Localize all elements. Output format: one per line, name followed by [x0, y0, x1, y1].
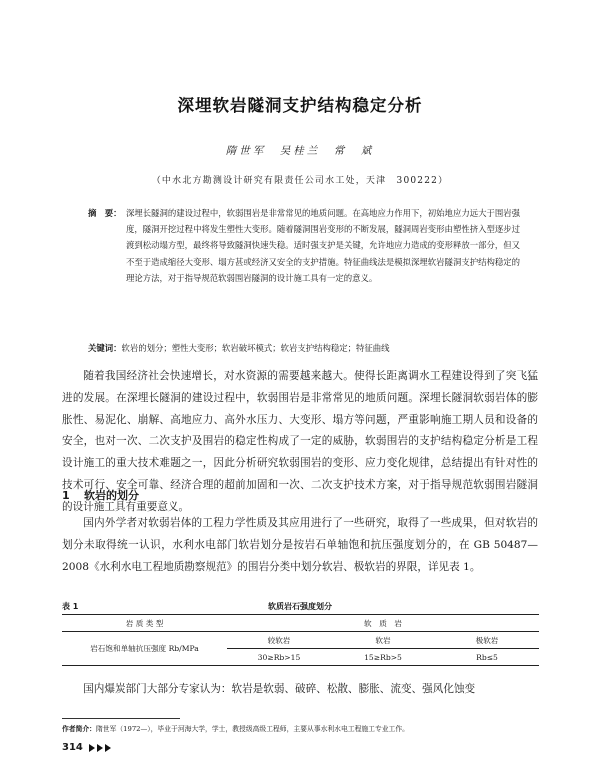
- abstract: [88, 205, 520, 286]
- table-title: 软质岩石强度划分: [268, 602, 332, 611]
- footnote: [62, 723, 542, 733]
- section-number: 1: [62, 489, 70, 502]
- footnote-divider: [62, 718, 180, 719]
- arrow-icon: [97, 744, 103, 752]
- table-cell: 15≥Rb>5: [331, 649, 435, 666]
- page-number-block: [62, 742, 111, 753]
- table-cell: 30≥Rb>15: [227, 649, 331, 666]
- paper-title: 深埋软岩隧洞支护结构稳定分析: [177, 96, 423, 115]
- rock-strength-table: [62, 614, 539, 666]
- abstract-label: 摘 要：: [88, 208, 122, 218]
- keywords: [88, 342, 528, 354]
- author-list: 隋世军 吴桂兰 常 斌: [225, 145, 375, 157]
- section-heading: [62, 487, 139, 503]
- table-header-left: 岩 质 类 型: [62, 615, 227, 632]
- table-cell: Rb≤5: [435, 649, 539, 666]
- last-paragraph: 国内爆炭部门大部分专家认为：软岩是软弱、破碎、松散、膨胀、流变、强风化蚀变: [83, 683, 476, 695]
- arrow-icon: [89, 744, 95, 752]
- table-row-label: 岩石饱和单轴抗压强度 Rb/MPa: [62, 632, 227, 666]
- keywords-text: 软岩的划分；塑性大变形；软岩破坏模式；软岩支护结构稳定；特征曲线: [121, 343, 390, 353]
- section-title: 软岩的划分: [84, 489, 139, 502]
- arrow-icon: [105, 744, 111, 752]
- table-header-group: 软 质 岩: [227, 615, 539, 632]
- abstract-text: 深埋长隧洞的建设过程中，软弱围岩是非常常见的地质问题。在高地应力作用下，初始地应力远大于围岩强度，隧洞开挖过程中将发生塑性大变形。随着隧洞围岩变形的不断发展，隧洞周岩变形由塑性挤入型逐步过渡到松动塌方型，最终将导致隧洞快速失稳。适时强支护是关键，允许地应力造成的变形释放一部分，但又不至于造成缩径大变形、塌方甚或经济又安全的支护措施。特征曲线法是模拟深埋软岩隧洞支护结构稳定的理论方法，对于指导规范软弱围岩隧洞的设计施工具有一定的意义。: [126, 208, 520, 283]
- table-label: 表 1: [62, 602, 79, 611]
- page-number: 314: [62, 742, 83, 753]
- table-column-header: 极软岩: [435, 632, 539, 649]
- footnote-label: 作者简介：: [62, 725, 96, 733]
- footnote-text: 隋世军（1972—），毕业于河海大学，学士，教授级高级工程师，主要从事水利水电工程施工专业工作。: [95, 725, 409, 733]
- affiliation: （中水北方勘测设计研究有限责任公司水工处，天津 300222）: [151, 176, 449, 186]
- section-paragraph: 国内外学者对软弱岩体的工程力学性质及其应用进行了一些研究，取得了一些成果，但对软岩的划分未取得统一认识，水利水电部门软岩划分是按岩石单轴饱和抗压强度划分的，在 GB 50487—2008《水利水电工程地质勘察规范》的围岩分类中划分软岩、极软岩的界限，详见表 1。: [62, 517, 538, 573]
- keywords-label: 关键词：: [88, 343, 122, 353]
- table-column-header: 较软岩: [227, 632, 331, 649]
- table-column-header: 软岩: [331, 632, 435, 649]
- intro-paragraph: 随着我国经济社会快速增长，对水资源的需要越来越大。使得长距离调水工程建设得到了突飞猛进的发展。在深埋长隧洞的建设过程中，软弱围岩是非常常见的地质问题。深埋长隧洞软弱岩体的膨胀性、易泥化、崩解、高地应力、高外水压力、大变形、塌方等问题，严重影响施工期人员和设备的安全，也对一次、二次支护及围岩的稳定性构成了一定的威胁，软弱围岩的支护结构稳定分析是工程设计施工的重大技术难题之一，因此分析研究软弱围岩的变形、应力变化规律，总结提出有针对性的技术可行、安全可靠、经济合理的超前加固和一次、二次支护技术方案，对于指导规范软弱围岩隧洞的设计施工具有重要意义。: [62, 370, 538, 513]
